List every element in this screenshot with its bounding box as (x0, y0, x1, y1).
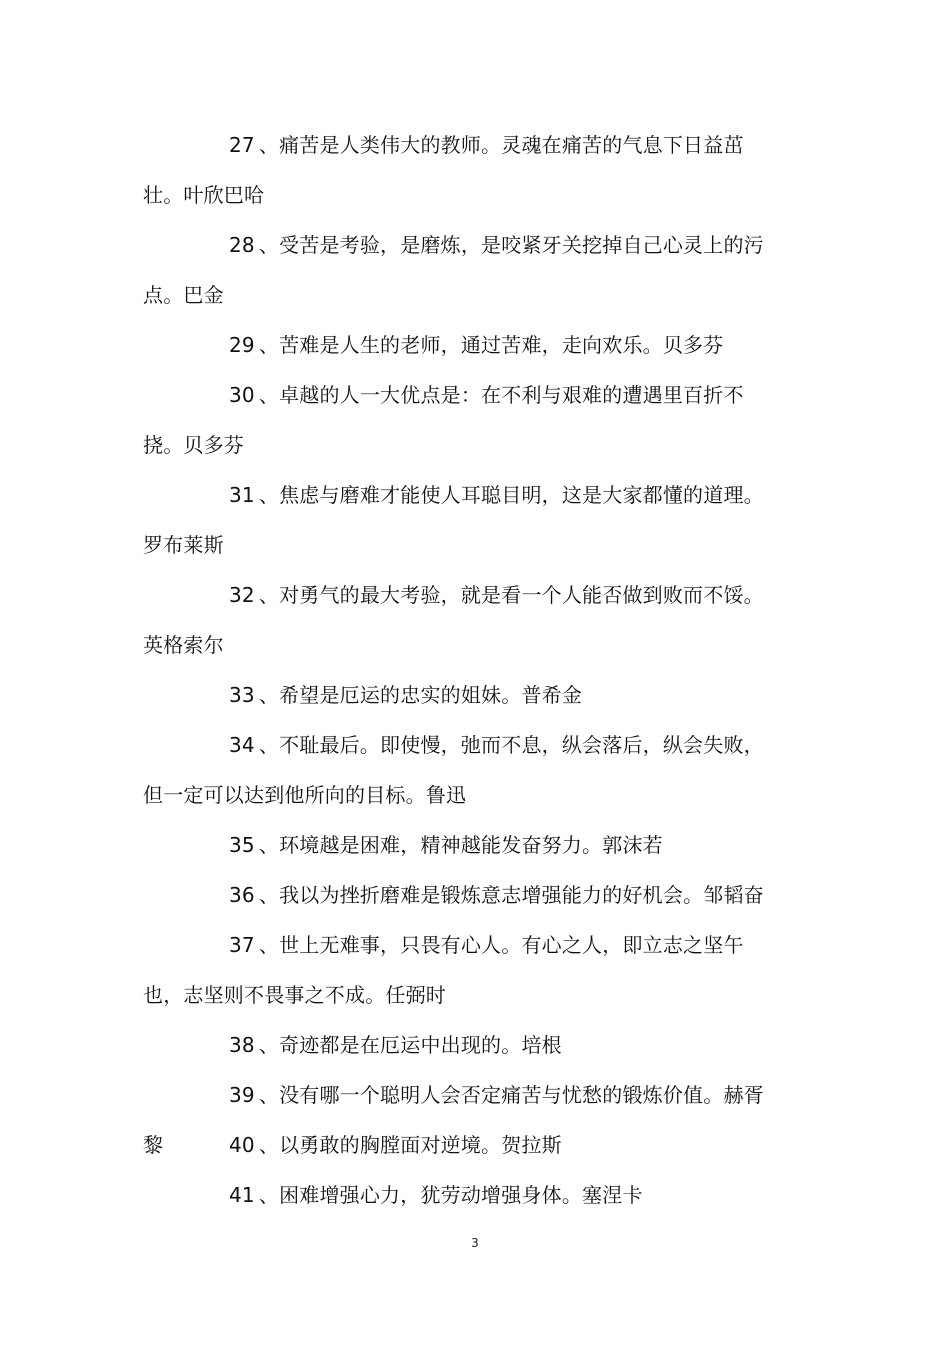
quote-text: 困难增强心力，犹劳动增强身体。塞涅卡 (279, 1183, 643, 1207)
quote-30 (143, 370, 773, 470)
quote-number: 38 (229, 1033, 255, 1057)
quote-number: 34 (229, 733, 255, 757)
quote-28 (143, 220, 773, 320)
quote-text: 我以为挫折磨难是锻炼意志增强能力的好机会。邹韬奋 (279, 883, 764, 907)
quote-33 (143, 670, 773, 720)
quote-number: 37 (229, 933, 255, 957)
quote-number: 39 (229, 1083, 255, 1107)
page-number: 3 (471, 1236, 479, 1250)
quote-separator: 、 (258, 683, 280, 707)
quote-separator: 、 (258, 1083, 280, 1107)
quote-35 (143, 820, 773, 870)
quote-text: 以勇敢的胸膛面对逆境。贺拉斯 (279, 1133, 562, 1157)
quote-36 (143, 870, 773, 920)
quote-text: 苦难是人生的老师，通过苦难，走向欢乐。贝多芬 (279, 333, 724, 357)
quote-text: 对勇气的最大考验，就是看一个人能否做到败而不馁。英格索尔 (143, 583, 764, 657)
quote-separator: 、 (258, 833, 280, 857)
quote-separator: 、 (258, 233, 280, 257)
quote-separator: 、 (258, 733, 280, 757)
quote-text: 卓越的人一大优点是：在不利与艰难的遭遇里百折不挠。贝多芬 (143, 383, 744, 457)
quote-separator: 、 (258, 1133, 280, 1157)
quote-34 (143, 720, 773, 820)
quote-text: 希望是厄运的忠实的姐妹。普希金 (279, 683, 583, 707)
quote-separator: 、 (258, 883, 280, 907)
quote-number: 32 (229, 583, 255, 607)
quote-38 (143, 1020, 773, 1070)
quote-text: 不耻最后。即使慢，弛而不息，纵会落后，纵会失败，但一定可以达到他所向的目标。鲁迅 (143, 733, 764, 807)
quote-separator: 、 (258, 333, 280, 357)
quote-37 (143, 920, 773, 1020)
quote-text: 没有哪一个聪明人会否定痛苦与忧愁的锻炼价值。赫胥黎 (143, 1083, 764, 1157)
quote-separator: 、 (258, 483, 280, 507)
quote-text: 焦虑与磨难才能使人耳聪目明，这是大家都懂的道理。罗布莱斯 (143, 483, 764, 557)
quote-separator: 、 (258, 133, 280, 157)
quote-number: 27 (229, 133, 255, 157)
quote-number: 28 (229, 233, 255, 257)
quote-text: 世上无难事，只畏有心人。有心之人，即立志之坚午也，志坚则不畏事之不成。任弼时 (143, 933, 744, 1007)
quote-number: 31 (229, 483, 255, 507)
quote-separator: 、 (258, 1183, 280, 1207)
quote-40 (143, 1120, 773, 1170)
quote-text: 受苦是考验，是磨炼，是咬紧牙关挖掉自己心灵上的污点。巴金 (143, 233, 764, 307)
quote-separator: 、 (258, 583, 280, 607)
quote-separator: 、 (258, 933, 280, 957)
quote-text: 痛苦是人类伟大的教师。灵魂在痛苦的气息下日益茁壮。叶欣巴哈 (143, 133, 744, 207)
quote-separator: 、 (258, 383, 280, 407)
quote-29 (143, 320, 773, 370)
quote-number: 33 (229, 683, 255, 707)
quote-32 (143, 570, 773, 670)
quote-31 (143, 470, 773, 570)
quote-text: 环境越是困难，精神越能发奋努力。郭沫若 (279, 833, 663, 857)
quote-number: 41 (229, 1183, 255, 1207)
quote-number: 35 (229, 833, 255, 857)
quote-27 (143, 120, 773, 220)
quote-text: 奇迹都是在厄运中出现的。培根 (279, 1033, 562, 1057)
quote-41 (143, 1170, 773, 1220)
quote-number: 30 (229, 383, 255, 407)
quote-number: 40 (229, 1133, 255, 1157)
quote-number: 29 (229, 333, 255, 357)
quote-number: 36 (229, 883, 255, 907)
quote-separator: 、 (258, 1033, 280, 1057)
